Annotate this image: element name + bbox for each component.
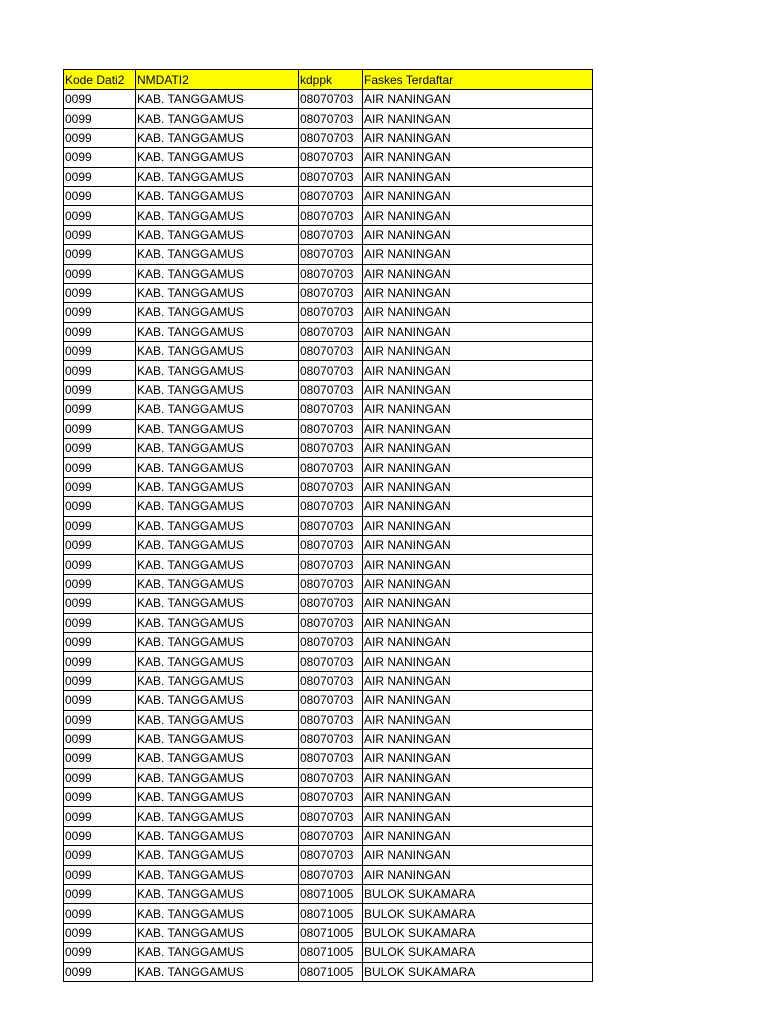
cell-kdppk[interactable]: 08070703 (299, 594, 363, 613)
cell-kdppk[interactable]: 08070703 (299, 826, 363, 845)
table-row (64, 788, 593, 807)
table-row (64, 535, 593, 554)
cell-kdppk[interactable]: 08070703 (299, 361, 363, 380)
table-row (64, 167, 593, 186)
cell-kode-dati2[interactable]: 0099 (64, 148, 136, 167)
cell-kode-dati2[interactable]: 0099 (64, 322, 136, 341)
cell-nmdati2[interactable]: KAB. TANGGAMUS (136, 826, 299, 845)
table-row (64, 865, 593, 884)
cell-kdppk[interactable]: 08070703 (299, 206, 363, 225)
cell-faskes-terdaftar[interactable]: BULOK SUKAMARA (363, 885, 593, 904)
cell-nmdati2[interactable]: KAB. TANGGAMUS (136, 729, 299, 748)
cell-faskes-terdaftar[interactable]: AIR NANINGAN (363, 788, 593, 807)
cell-nmdati2[interactable]: KAB. TANGGAMUS (136, 846, 299, 865)
cell-kode-dati2[interactable]: 0099 (64, 729, 136, 748)
cell-faskes-terdaftar[interactable]: AIR NANINGAN (363, 303, 593, 322)
cell-nmdati2[interactable]: KAB. TANGGAMUS (136, 943, 299, 962)
cell-kdppk[interactable]: 08070703 (299, 729, 363, 748)
cell-kode-dati2[interactable]: 0099 (64, 497, 136, 516)
cell-kode-dati2[interactable]: 0099 (64, 768, 136, 787)
header-kdppk[interactable]: kdppk (299, 70, 363, 90)
cell-kode-dati2[interactable]: 0099 (64, 380, 136, 399)
cell-kdppk[interactable]: 08070703 (299, 477, 363, 496)
cell-faskes-terdaftar[interactable]: AIR NANINGAN (363, 516, 593, 535)
cell-kdppk[interactable]: 08070703 (299, 90, 363, 109)
cell-kode-dati2[interactable]: 0099 (64, 613, 136, 632)
cell-kdppk[interactable]: 08071005 (299, 885, 363, 904)
table-row (64, 186, 593, 205)
cell-nmdati2[interactable]: KAB. TANGGAMUS (136, 865, 299, 884)
table-row (64, 632, 593, 651)
cell-faskes-terdaftar[interactable]: AIR NANINGAN (363, 729, 593, 748)
cell-kode-dati2[interactable]: 0099 (64, 516, 136, 535)
table-row (64, 206, 593, 225)
cell-kode-dati2[interactable]: 0099 (64, 225, 136, 244)
cell-kode-dati2[interactable]: 0099 (64, 400, 136, 419)
cell-kdppk[interactable]: 08070703 (299, 671, 363, 690)
cell-kdppk[interactable]: 08070703 (299, 691, 363, 710)
table-row (64, 477, 593, 496)
cell-nmdati2[interactable]: KAB. TANGGAMUS (136, 245, 299, 264)
header-faskes-terdaftar[interactable]: Faskes Terdaftar (363, 70, 593, 90)
cell-kode-dati2[interactable]: 0099 (64, 807, 136, 826)
cell-faskes-terdaftar[interactable]: AIR NANINGAN (363, 458, 593, 477)
table-row (64, 768, 593, 787)
cell-kdppk[interactable]: 08070703 (299, 807, 363, 826)
cell-faskes-terdaftar[interactable]: AIR NANINGAN (363, 671, 593, 690)
spreadsheet-table (63, 69, 593, 982)
table-body (64, 90, 593, 982)
table-row (64, 729, 593, 748)
cell-nmdati2[interactable]: KAB. TANGGAMUS (136, 962, 299, 981)
cell-faskes-terdaftar[interactable]: AIR NANINGAN (363, 400, 593, 419)
cell-kode-dati2[interactable]: 0099 (64, 90, 136, 109)
cell-nmdati2[interactable]: KAB. TANGGAMUS (136, 186, 299, 205)
cell-faskes-terdaftar[interactable]: AIR NANINGAN (363, 535, 593, 554)
cell-nmdati2[interactable]: KAB. TANGGAMUS (136, 749, 299, 768)
cell-faskes-terdaftar[interactable]: AIR NANINGAN (363, 419, 593, 438)
cell-nmdati2[interactable]: KAB. TANGGAMUS (136, 710, 299, 729)
cell-kode-dati2[interactable]: 0099 (64, 885, 136, 904)
cell-nmdati2[interactable]: KAB. TANGGAMUS (136, 419, 299, 438)
cell-nmdati2[interactable]: KAB. TANGGAMUS (136, 788, 299, 807)
table-row (64, 652, 593, 671)
cell-kode-dati2[interactable]: 0099 (64, 361, 136, 380)
table-row (64, 846, 593, 865)
table-row (64, 148, 593, 167)
cell-kdppk[interactable]: 08070703 (299, 788, 363, 807)
cell-nmdati2[interactable]: KAB. TANGGAMUS (136, 807, 299, 826)
cell-kode-dati2[interactable]: 0099 (64, 691, 136, 710)
cell-nmdati2[interactable]: KAB. TANGGAMUS (136, 400, 299, 419)
cell-faskes-terdaftar[interactable]: BULOK SUKAMARA (363, 962, 593, 981)
table-row (64, 691, 593, 710)
cell-kdppk[interactable]: 08070703 (299, 283, 363, 302)
cell-kode-dati2[interactable]: 0099 (64, 788, 136, 807)
cell-kode-dati2[interactable]: 0099 (64, 477, 136, 496)
table-row (64, 749, 593, 768)
cell-faskes-terdaftar[interactable]: AIR NANINGAN (363, 90, 593, 109)
table-row (64, 245, 593, 264)
cell-kode-dati2[interactable]: 0099 (64, 555, 136, 574)
cell-nmdati2[interactable]: KAB. TANGGAMUS (136, 885, 299, 904)
cell-faskes-terdaftar[interactable]: AIR NANINGAN (363, 380, 593, 399)
cell-faskes-terdaftar[interactable]: AIR NANINGAN (363, 245, 593, 264)
cell-nmdati2[interactable]: KAB. TANGGAMUS (136, 342, 299, 361)
cell-faskes-terdaftar[interactable]: AIR NANINGAN (363, 206, 593, 225)
cell-kdppk[interactable]: 08070703 (299, 846, 363, 865)
table-row (64, 380, 593, 399)
cell-faskes-terdaftar[interactable]: BULOK SUKAMARA (363, 904, 593, 923)
table-row (64, 458, 593, 477)
cell-faskes-terdaftar[interactable]: AIR NANINGAN (363, 109, 593, 128)
cell-nmdati2[interactable]: KAB. TANGGAMUS (136, 303, 299, 322)
cell-kode-dati2[interactable]: 0099 (64, 206, 136, 225)
cell-faskes-terdaftar[interactable]: AIR NANINGAN (363, 691, 593, 710)
cell-nmdati2[interactable]: KAB. TANGGAMUS (136, 652, 299, 671)
cell-kode-dati2[interactable]: 0099 (64, 574, 136, 593)
cell-nmdati2[interactable]: KAB. TANGGAMUS (136, 361, 299, 380)
cell-kdppk[interactable]: 08070703 (299, 613, 363, 632)
cell-kode-dati2[interactable]: 0099 (64, 652, 136, 671)
cell-kode-dati2[interactable]: 0099 (64, 128, 136, 147)
cell-kdppk[interactable]: 08070703 (299, 148, 363, 167)
table-row (64, 400, 593, 419)
header-row (64, 70, 593, 90)
cell-kdppk[interactable]: 08070703 (299, 264, 363, 283)
cell-kode-dati2[interactable]: 0099 (64, 245, 136, 264)
cell-faskes-terdaftar[interactable]: BULOK SUKAMARA (363, 923, 593, 942)
cell-nmdati2[interactable]: KAB. TANGGAMUS (136, 516, 299, 535)
table-row (64, 439, 593, 458)
cell-kode-dati2[interactable]: 0099 (64, 749, 136, 768)
table-row (64, 128, 593, 147)
cell-kode-dati2[interactable]: 0099 (64, 419, 136, 438)
table-row (64, 613, 593, 632)
cell-nmdati2[interactable]: KAB. TANGGAMUS (136, 671, 299, 690)
table-row (64, 497, 593, 516)
cell-nmdati2[interactable]: KAB. TANGGAMUS (136, 128, 299, 147)
cell-faskes-terdaftar[interactable]: AIR NANINGAN (363, 477, 593, 496)
cell-faskes-terdaftar[interactable]: AIR NANINGAN (363, 749, 593, 768)
cell-kode-dati2[interactable]: 0099 (64, 865, 136, 884)
header-kode-dati2[interactable]: Kode Dati2 (64, 70, 136, 90)
cell-nmdati2[interactable]: KAB. TANGGAMUS (136, 613, 299, 632)
cell-faskes-terdaftar[interactable]: AIR NANINGAN (363, 632, 593, 651)
table-row (64, 90, 593, 109)
cell-kdppk[interactable]: 08070703 (299, 710, 363, 729)
cell-kdppk[interactable]: 08070703 (299, 652, 363, 671)
cell-faskes-terdaftar[interactable]: AIR NANINGAN (363, 439, 593, 458)
cell-nmdati2[interactable]: KAB. TANGGAMUS (136, 225, 299, 244)
cell-kdppk[interactable]: 08070703 (299, 535, 363, 554)
table-row (64, 943, 593, 962)
cell-kdppk[interactable]: 08071005 (299, 943, 363, 962)
cell-nmdati2[interactable]: KAB. TANGGAMUS (136, 594, 299, 613)
cell-kode-dati2[interactable]: 0099 (64, 264, 136, 283)
cell-faskes-terdaftar[interactable]: AIR NANINGAN (363, 768, 593, 787)
cell-kode-dati2[interactable]: 0099 (64, 439, 136, 458)
cell-kdppk[interactable]: 08071005 (299, 962, 363, 981)
cell-faskes-terdaftar[interactable]: AIR NANINGAN (363, 342, 593, 361)
table-row (64, 555, 593, 574)
cell-kode-dati2[interactable]: 0099 (64, 962, 136, 981)
cell-nmdati2[interactable]: KAB. TANGGAMUS (136, 574, 299, 593)
cell-nmdati2[interactable]: KAB. TANGGAMUS (136, 768, 299, 787)
cell-faskes-terdaftar[interactable]: AIR NANINGAN (363, 555, 593, 574)
cell-nmdati2[interactable]: KAB. TANGGAMUS (136, 206, 299, 225)
cell-kdppk[interactable]: 08070703 (299, 768, 363, 787)
cell-kode-dati2[interactable]: 0099 (64, 458, 136, 477)
cell-faskes-terdaftar[interactable]: AIR NANINGAN (363, 846, 593, 865)
cell-faskes-terdaftar[interactable]: AIR NANINGAN (363, 264, 593, 283)
cell-faskes-terdaftar[interactable]: AIR NANINGAN (363, 148, 593, 167)
cell-faskes-terdaftar[interactable]: AIR NANINGAN (363, 497, 593, 516)
cell-nmdati2[interactable]: KAB. TANGGAMUS (136, 90, 299, 109)
cell-nmdati2[interactable]: KAB. TANGGAMUS (136, 109, 299, 128)
cell-kdppk[interactable]: 08070703 (299, 186, 363, 205)
table-row (64, 594, 593, 613)
cell-nmdati2[interactable]: KAB. TANGGAMUS (136, 264, 299, 283)
table-row (64, 322, 593, 341)
cell-nmdati2[interactable]: KAB. TANGGAMUS (136, 148, 299, 167)
cell-kdppk[interactable]: 08070703 (299, 865, 363, 884)
cell-kode-dati2[interactable]: 0099 (64, 535, 136, 554)
cell-faskes-terdaftar[interactable]: AIR NANINGAN (363, 807, 593, 826)
cell-nmdati2[interactable]: KAB. TANGGAMUS (136, 691, 299, 710)
table-row (64, 574, 593, 593)
cell-faskes-terdaftar[interactable]: AIR NANINGAN (363, 167, 593, 186)
cell-kode-dati2[interactable]: 0099 (64, 283, 136, 302)
cell-nmdati2[interactable]: KAB. TANGGAMUS (136, 477, 299, 496)
cell-nmdati2[interactable]: KAB. TANGGAMUS (136, 380, 299, 399)
cell-faskes-terdaftar[interactable]: AIR NANINGAN (363, 186, 593, 205)
cell-kdppk[interactable]: 08070703 (299, 380, 363, 399)
cell-kdppk[interactable]: 08070703 (299, 322, 363, 341)
cell-kdppk[interactable]: 08070703 (299, 419, 363, 438)
cell-faskes-terdaftar[interactable]: AIR NANINGAN (363, 865, 593, 884)
cell-kode-dati2[interactable]: 0099 (64, 826, 136, 845)
cell-kdppk[interactable]: 08070703 (299, 303, 363, 322)
cell-faskes-terdaftar[interactable]: AIR NANINGAN (363, 574, 593, 593)
cell-kode-dati2[interactable]: 0099 (64, 710, 136, 729)
cell-faskes-terdaftar[interactable]: AIR NANINGAN (363, 826, 593, 845)
cell-faskes-terdaftar[interactable]: AIR NANINGAN (363, 710, 593, 729)
cell-nmdati2[interactable]: KAB. TANGGAMUS (136, 555, 299, 574)
cell-kdppk[interactable]: 08070703 (299, 574, 363, 593)
cell-kdppk[interactable]: 08070703 (299, 225, 363, 244)
cell-kode-dati2[interactable]: 0099 (64, 342, 136, 361)
table-row (64, 807, 593, 826)
table-row (64, 419, 593, 438)
table-row (64, 283, 593, 302)
table-row (64, 671, 593, 690)
table-row (64, 342, 593, 361)
cell-kode-dati2[interactable]: 0099 (64, 632, 136, 651)
table-row (64, 264, 593, 283)
table-row (64, 303, 593, 322)
cell-kdppk[interactable]: 08070703 (299, 749, 363, 768)
cell-kdppk[interactable]: 08070703 (299, 245, 363, 264)
cell-faskes-terdaftar[interactable]: BULOK SUKAMARA (363, 943, 593, 962)
cell-kdppk[interactable]: 08070703 (299, 109, 363, 128)
cell-faskes-terdaftar[interactable]: AIR NANINGAN (363, 225, 593, 244)
table-row (64, 885, 593, 904)
cell-kode-dati2[interactable]: 0099 (64, 923, 136, 942)
cell-nmdati2[interactable]: KAB. TANGGAMUS (136, 632, 299, 651)
cell-kdppk[interactable]: 08070703 (299, 439, 363, 458)
cell-kode-dati2[interactable]: 0099 (64, 846, 136, 865)
cell-kdppk[interactable]: 08070703 (299, 128, 363, 147)
table-row (64, 109, 593, 128)
cell-nmdati2[interactable]: KAB. TANGGAMUS (136, 167, 299, 186)
cell-kdppk[interactable]: 08070703 (299, 497, 363, 516)
table-row (64, 516, 593, 535)
table-row (64, 710, 593, 729)
cell-kode-dati2[interactable]: 0099 (64, 671, 136, 690)
cell-nmdati2[interactable]: KAB. TANGGAMUS (136, 904, 299, 923)
cell-kdppk[interactable]: 08071005 (299, 923, 363, 942)
cell-kode-dati2[interactable]: 0099 (64, 594, 136, 613)
cell-faskes-terdaftar[interactable]: AIR NANINGAN (363, 594, 593, 613)
cell-faskes-terdaftar[interactable]: AIR NANINGAN (363, 652, 593, 671)
cell-nmdati2[interactable]: KAB. TANGGAMUS (136, 458, 299, 477)
cell-nmdati2[interactable]: KAB. TANGGAMUS (136, 923, 299, 942)
cell-nmdati2[interactable]: KAB. TANGGAMUS (136, 535, 299, 554)
cell-faskes-terdaftar[interactable]: AIR NANINGAN (363, 613, 593, 632)
cell-kode-dati2[interactable]: 0099 (64, 167, 136, 186)
table-row (64, 225, 593, 244)
cell-faskes-terdaftar[interactable]: AIR NANINGAN (363, 128, 593, 147)
cell-kode-dati2[interactable]: 0099 (64, 904, 136, 923)
cell-kdppk[interactable]: 08070703 (299, 516, 363, 535)
cell-kdppk[interactable]: 08070703 (299, 167, 363, 186)
cell-kdppk[interactable]: 08070703 (299, 555, 363, 574)
cell-faskes-terdaftar[interactable]: AIR NANINGAN (363, 361, 593, 380)
cell-kode-dati2[interactable]: 0099 (64, 943, 136, 962)
cell-nmdati2[interactable]: KAB. TANGGAMUS (136, 283, 299, 302)
cell-kode-dati2[interactable]: 0099 (64, 303, 136, 322)
cell-kdppk[interactable]: 08071005 (299, 904, 363, 923)
cell-nmdati2[interactable]: KAB. TANGGAMUS (136, 439, 299, 458)
cell-kdppk[interactable]: 08070703 (299, 632, 363, 651)
cell-kode-dati2[interactable]: 0099 (64, 109, 136, 128)
cell-nmdati2[interactable]: KAB. TANGGAMUS (136, 497, 299, 516)
table-row (64, 962, 593, 981)
cell-nmdati2[interactable]: KAB. TANGGAMUS (136, 322, 299, 341)
cell-faskes-terdaftar[interactable]: AIR NANINGAN (363, 283, 593, 302)
cell-faskes-terdaftar[interactable]: AIR NANINGAN (363, 322, 593, 341)
cell-kdppk[interactable]: 08070703 (299, 400, 363, 419)
header-nmdati2[interactable]: NMDATI2 (136, 70, 299, 90)
table-row (64, 826, 593, 845)
table-row (64, 923, 593, 942)
cell-kdppk[interactable]: 08070703 (299, 458, 363, 477)
table-row (64, 361, 593, 380)
cell-kdppk[interactable]: 08070703 (299, 342, 363, 361)
table-row (64, 904, 593, 923)
cell-kode-dati2[interactable]: 0099 (64, 186, 136, 205)
